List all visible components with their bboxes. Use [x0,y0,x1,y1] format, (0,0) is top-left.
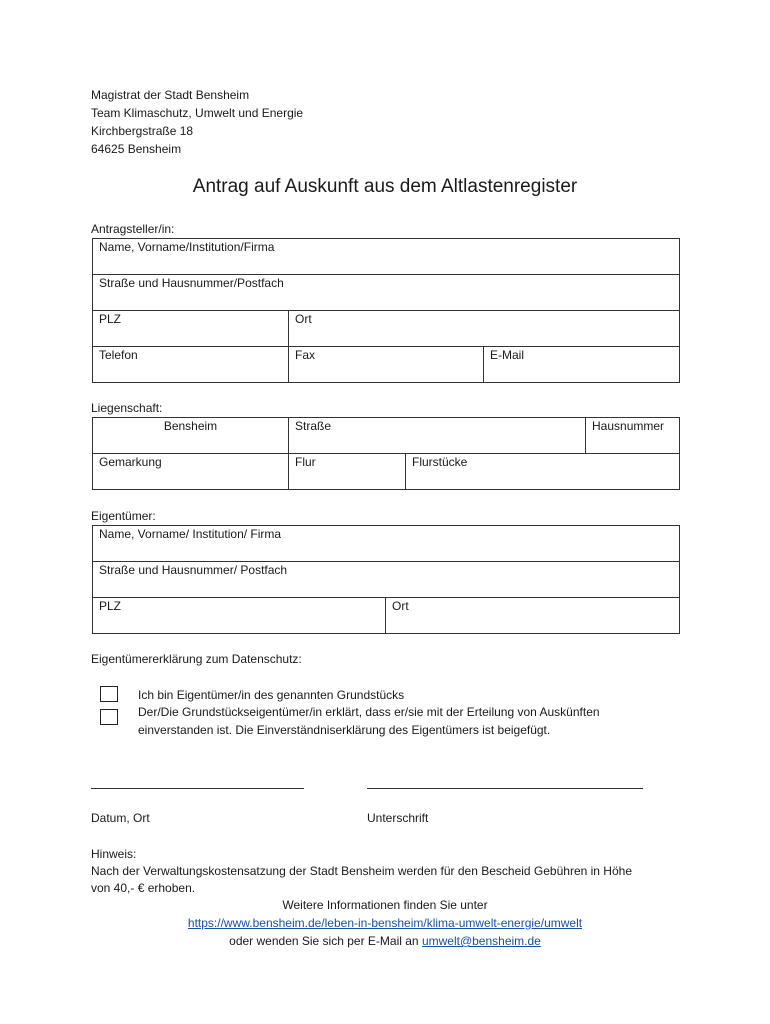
page-title: Antrag auf Auskunft aus dem Altlastenregister [192,176,578,197]
property-flurstuecke-field[interactable]: Flurstücke [406,454,680,490]
applicant-table [92,238,680,383]
privacy-section-label: Eigentümererklärung zum Datenschutz: [91,652,302,666]
contact-prefix: oder wenden Sie sich per E-Mail an [229,934,422,948]
info-line: Weitere Informationen finden Sie unter [282,898,488,912]
applicant-fax-field[interactable]: Fax [289,347,484,383]
owner-table [92,525,680,634]
note-heading: Hinweis: [91,847,137,861]
property-flur-field[interactable]: Flur [289,454,406,490]
owner-section-label: Eigentümer: [91,509,156,523]
applicant-section-label: Antragsteller/in: [91,222,175,236]
signature-label: Unterschrift [367,811,429,825]
property-street-field[interactable]: Straße [289,418,586,454]
property-section-label: Liegenschaft: [91,401,163,415]
property-city-field[interactable]: Bensheim [93,418,289,454]
owner-consent-checkbox[interactable] [100,709,118,725]
date-place-line[interactable] [91,788,304,789]
address-line-4: 64625 Bensheim [91,142,182,156]
property-table [92,417,680,490]
date-place-label: Datum, Ort [91,811,150,825]
sender-address [91,86,303,158]
contact-row [0,934,770,948]
owner-consent-option-label-2: einverstanden ist. Die Einverständniserklärung des Eigentümers ist beigefügt. [138,723,551,737]
note-line-2: von 40,- € erhoben. [91,881,196,895]
owner-self-option-label: Ich bin Eigentümer/in des genannten Grundstücks [138,688,405,702]
contact-email-link[interactable]: umwelt@bensheim.de [421,934,541,948]
info-url-row [0,916,770,930]
owner-ort-field[interactable]: Ort [386,598,680,634]
property-gemarkung-field[interactable]: Gemarkung [93,454,289,490]
address-line-2: Team Klimaschutz, Umwelt und Energie [91,106,304,120]
applicant-plz-field[interactable]: PLZ [93,311,289,347]
address-line-3: Kirchbergstraße 18 [91,124,194,138]
applicant-street-field[interactable]: Straße und Hausnummer/Postfach [93,275,680,311]
address-line-1: Magistrat der Stadt Bensheim [91,88,250,102]
owner-street-field[interactable]: Straße und Hausnummer/ Postfach [93,562,680,598]
owner-name-field[interactable]: Name, Vorname/ Institution/ Firma [93,526,680,562]
info-url-link[interactable]: https://www.bensheim.de/leben-in-bensheim/klima-umwelt-energie/umwelt [187,916,583,930]
applicant-email-field[interactable]: E-Mail [484,347,680,383]
applicant-ort-field[interactable]: Ort [289,311,680,347]
signature-line[interactable] [367,788,643,789]
applicant-name-field[interactable]: Name, Vorname/Institution/Firma [93,239,680,275]
owner-plz-field[interactable]: PLZ [93,598,386,634]
owner-self-checkbox[interactable] [100,686,118,702]
owner-consent-option-label-1: Der/Die Grundstückseigentümer/in erklärt, dass er/sie mit der Erteilung von Auskünften [138,705,600,719]
property-house-number-field[interactable]: Hausnummer [586,418,680,454]
note-line-1: Nach der Verwaltungskostensatzung der Stadt Bensheim werden für den Bescheid Gebühren in Höhe [91,864,632,878]
applicant-telefon-field[interactable]: Telefon [93,347,289,383]
